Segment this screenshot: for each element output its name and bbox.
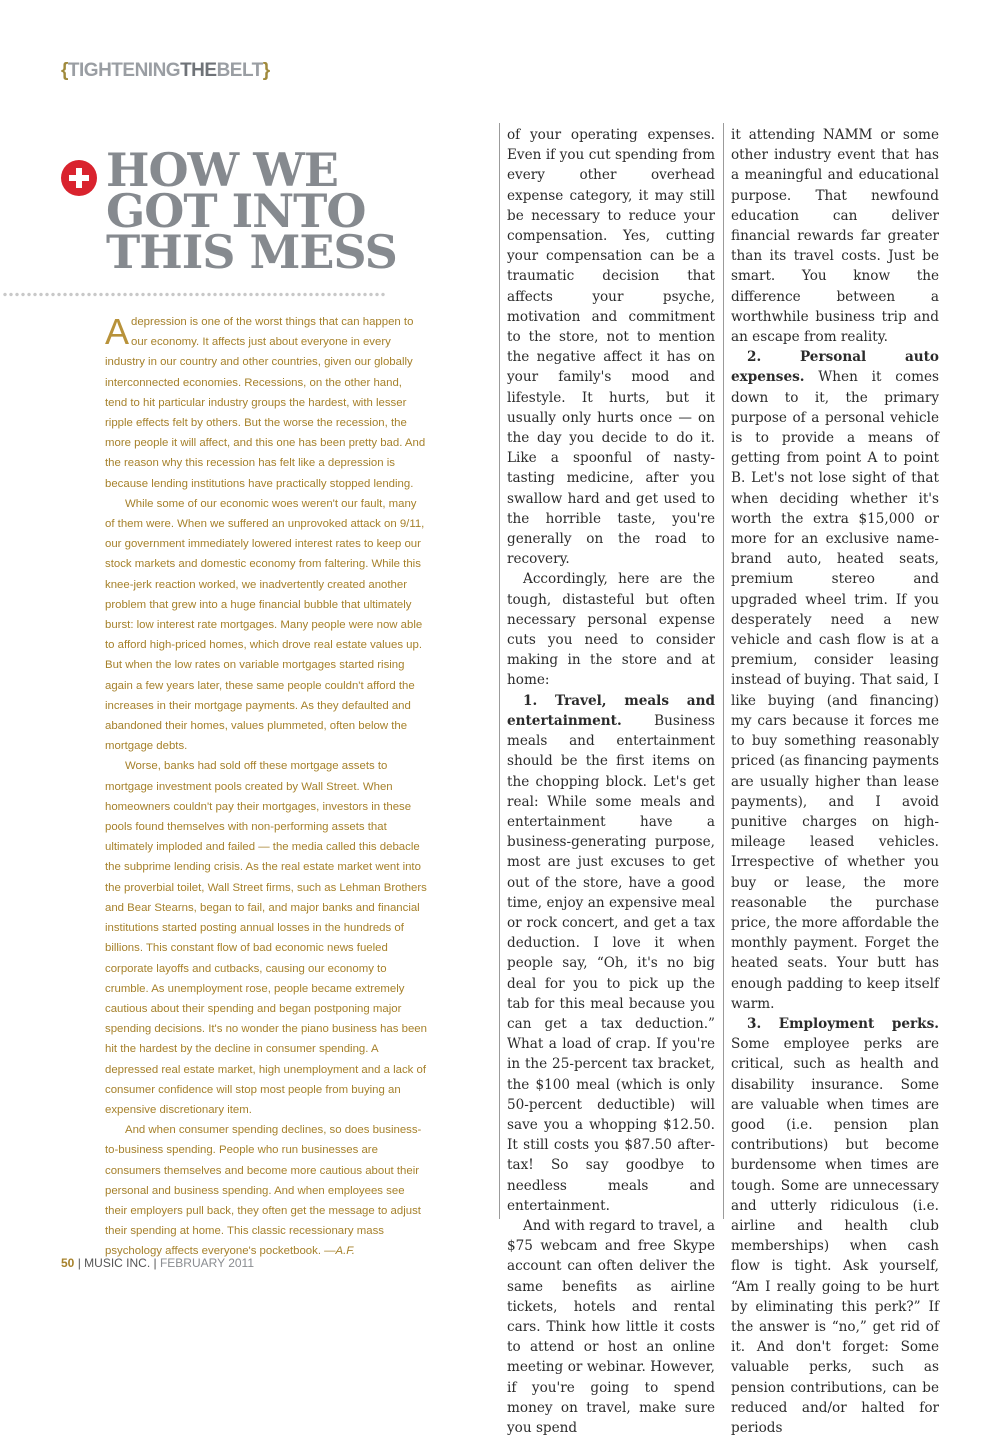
- column-divider: [499, 123, 500, 1219]
- sidebar-paragraph: A depression is one of the worst things that can happen to our economy. It affects just about everyone in every industry in our country and other countries, given our globally interconnected economies. Recessions, on the other hand, tend to hit particular industry groups the hardest, with lesser ripple effects felt by others. But the worse the recession, the more people it will affect, and this one has been pretty bad. And the reason why this recession has felt like a depression is because lending institutions have practically stopped lending.: [105, 311, 426, 490]
- drop-cap: A: [105, 311, 130, 352]
- sidebar-story: [105, 312, 427, 1262]
- sidebar-paragraph: Worse, banks had sold off these mortgage assets to mortgage investment pools created by Wall Street. When homeowners couldn't pay their mortgages, investors in these pools found themselves with non-performing assets that ultimately imploded and failed — the media called this debacle the subprime lending crisis. As the real estate market went into the proverbial toilet, Wall Street firms, such as Lehman Brothers and Bear Stearns, began to fail, and major banks and financial institutions started posting annual losses in the hundreds of billions. This constant flow of bad economic news fueled corporate layoffs and cutbacks, causing our economy to crumble. As unemployment rose, people became extremely cautious about their spending and began postponing major spending decisions. It's no wonder the piano business has been hit the hardest by the decline in consumer spending. A depressed real estate market, high unemployment and a lack of consumer confidence will stop most people from buying an expensive discretionary item.: [105, 760, 427, 1116]
- page-footer: 50 | MUSIC INC. | FEBRUARY 2011: [61, 1256, 255, 1270]
- body-paragraph: it attending NAMM or some other industry event that has a meaningful and educational purpose. That newfound education can deliver financial rewards far greater than its travel costs. Just be smart. You know the difference between a worthwhile business trip and an escape from reality.: [731, 127, 939, 346]
- body-column-1: [507, 125, 715, 1438]
- body-paragraph: 1. Travel, meals and entertainment. Business meals and entertainment should be the first items on the chopping block. Let's get real: While some meals and entertainment have a business-generating purpose, most are just excuses to get out of the store, have a good time, enjoy an expensive meal or rock concert, and get a tax deduction. I love it when people say, “Oh, it's no big deal for you to pick up the tab for this meal because you can get a tax deduction.” What a load of crap. If you're in the 25-percent tax bracket, the $100 meal (which is only 50-percent deductible) will save you a whopping $12.50. It still costs you $87.50 after-tax! So say goodbye to needless meals and entertainment.: [507, 692, 715, 1214]
- page-number: 50: [61, 1256, 75, 1270]
- body-paragraph: Accordingly, here are the tough, distasteful but often necessary personal expense cuts you need to consider making in the store and at home:: [507, 571, 715, 689]
- body-column-2: [731, 125, 939, 1438]
- body-paragraph: And with regard to travel, a $75 webcam and free Skype account can often deliver the same benefits as airline tickets, hotels and rental cars. Think how little it costs to attend or host an online meeting or webinar. However, if you're going to spend money on travel, make sure you spend: [507, 1217, 715, 1436]
- section-tag-word3: BELT: [216, 60, 263, 81]
- publication-name: MUSIC INC.: [84, 1256, 151, 1270]
- subhead-travel: 1. Travel, meals and entertainment.: [507, 692, 715, 729]
- dotted-divider: [2, 292, 386, 297]
- sidebar-paragraph: While some of our economic woes weren't our fault, many of them were. When we suffered an unprovoked attack on 9/11, our government immediately lowered interest rates to keep our stock markets and domestic economy from faltering. While this knee-jerk reaction worked, we inadvertently created another problem that grew into a huge financial bubble that ultimately burst: low interest rate mortgages. Many people were now able to afford high-priced homes, which drove real estate values up. But when the low rates on variable mortgages started rising again a few years later, these same people couldn't afford the increases in their mortgage payments. As they defaulted and abandoned their homes, values plummeted, often below the mortgage debts.: [105, 497, 425, 753]
- body-paragraph: of your operating expenses. Even if you cut spending from every other overhead expense category, it may still be necessary to reduce your compensation. Yes, cutting your compensation can be a traumatic decision that affects your psyche, motivation and commitment to the store, not to mention the negative affect it has on your family's mood and lifestyle. It hurts, but it usually only hurts once — on the day you decide to do it. Like a spoonful of nasty-tasting medicine, after you swallow hard and get used to the horrible taste, you're generally on the road to recovery.: [507, 127, 715, 568]
- sidebar-paragraph: And when consumer spending declines, so does business-to-business spending. People who run businesses are consumers themselves and become more cautious about their personal and business spending. And when employees see their employers pull back, they often get the message to adjust their spending at home. This classic recessionary mass psychology affects everyone's pocketbook. —A.F.: [105, 1124, 422, 1258]
- body-paragraph: 2. Personal auto expenses. When it comes down to it, the primary purpose of a personal vehicle is to provide a means of getting from point A to point B. Let's not lose sight of that when deciding whether it's worth the extra $15,000 or more for an exclusive name-brand auto, heated seats, premium stereo and upgraded wheel trim. If you desperately need a new vehicle and cash flow is at a premium, consider leasing instead of buying. That said, I like buying (and financing) my cars because it forces me to buy something reasonably priced (as financing payments are usually higher than lease payments), and I avoid punitive charges on high-mileage leased vehicles. Irrespective of whether you buy or lease, the more reasonable the purchase price, the more affordable the monthly payment. Forget the heated seats. Your butt has enough padding to keep itself warm.: [731, 349, 939, 1012]
- page-title: [106, 143, 397, 279]
- body-paragraph: 3. Employment perks. Some employee perks are critical, such as health and disability insurance. Some are valuable when times are good (i.e. pension plan contributions) but become burdensome when times are tough. Some are unnecessary and utterly ridiculous (i.e. airline and health club memberships) when cash flow is tight. Ask yourself, “Am I really going to be hurt by eliminating this perk?” If the answer is “no,” get rid of it. And don't forget: Some valuable perks, such as pension contributions, can be reduced and/or halted for periods: [731, 1015, 939, 1436]
- section-tag: [61, 60, 270, 82]
- headline-line-3: THIS MESS: [106, 225, 397, 279]
- section-tag-brace-close: }: [262, 60, 270, 81]
- plus-icon: [61, 160, 97, 196]
- section-tag-word2: THE: [180, 60, 217, 81]
- headline-line-1: HOW WE: [106, 143, 338, 197]
- section-tag-brace-open: {: [61, 60, 68, 81]
- author-signature: —A.F.: [324, 1245, 355, 1258]
- column-divider: [723, 123, 724, 1219]
- headline-line-2: GOT INTO: [106, 184, 366, 238]
- section-tag-word1: TIGHTENING: [67, 60, 181, 81]
- subhead-perks: 3. Employment perks.: [747, 1015, 939, 1032]
- issue-date: FEBRUARY 2011: [159, 1256, 255, 1270]
- subhead-auto: 2. Personal auto expenses.: [731, 349, 939, 386]
